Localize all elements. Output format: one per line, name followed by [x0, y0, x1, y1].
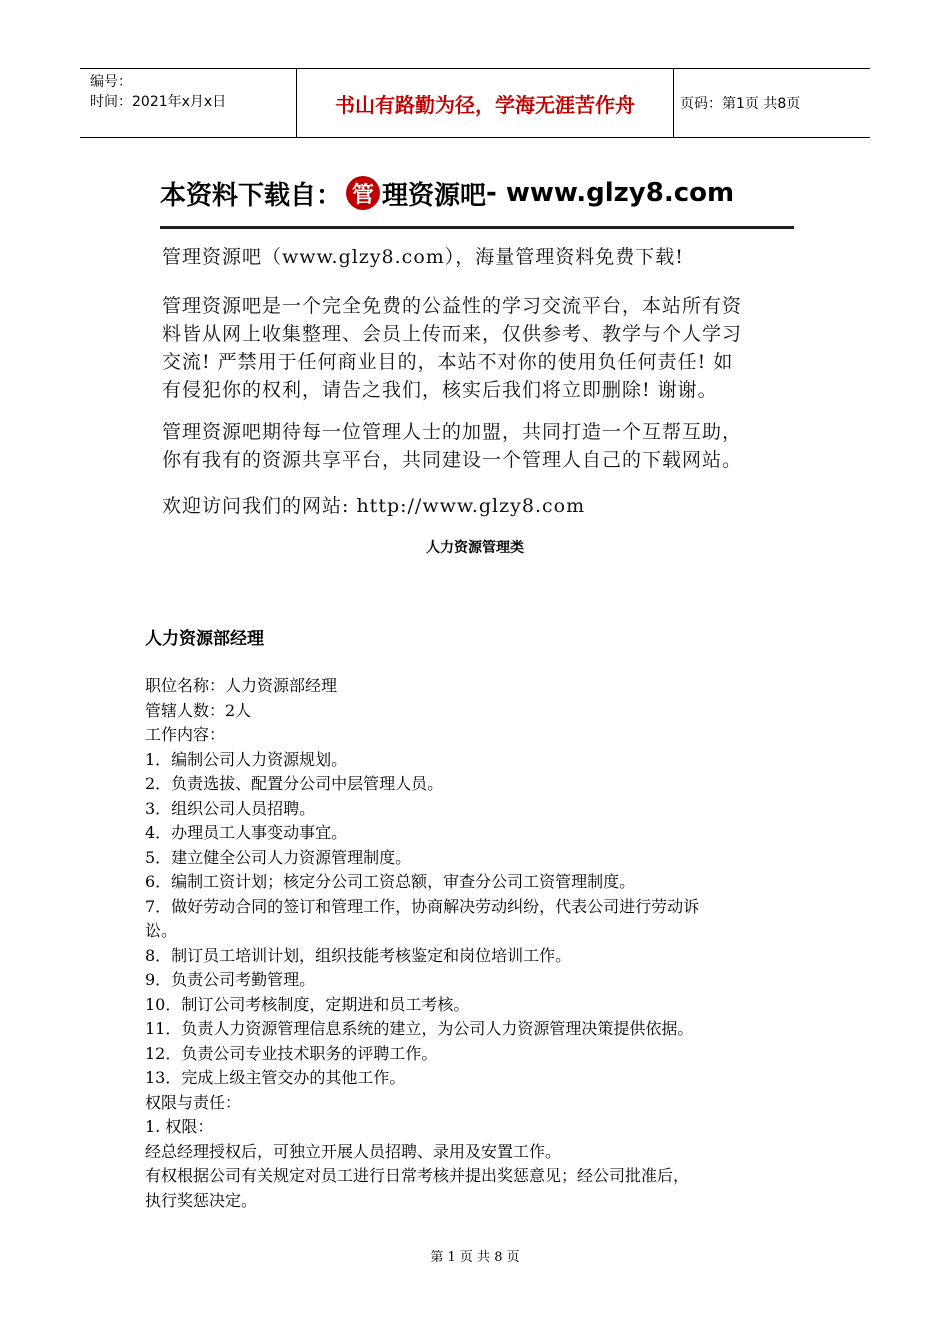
promo-line: 有侵犯你的权利，请告之我们，核实后我们将立即删除! 谢谢。	[162, 379, 718, 401]
content-line: 权限与责任：	[145, 1092, 242, 1112]
red-circle-logo-icon: 管	[346, 176, 380, 210]
job-description	[145, 626, 825, 1213]
content-line: 8．制订员工培训计划，组织技能考核鉴定和岗位培训工作。	[145, 945, 572, 965]
promo-line: 管理资源吧是一个完全免费的公益性的学习交流平台，本站所有资	[162, 295, 743, 317]
number-label: 编号：	[90, 74, 132, 90]
content-line: 2．负责选拔、配置分公司中层管理人员。	[145, 774, 444, 793]
content-line: 11．负责人力资源管理信息系统的建立，为公司人力资源管理决策提供依据。	[145, 1019, 694, 1038]
content-line: 5．建立健全公司人力资源管理制度。	[145, 847, 412, 867]
content-line: 7．做好劳动合同的签订和管理工作，协商解决劳动纠纷，代表公司进行劳动诉	[145, 896, 700, 916]
section-title: 人力资源管理类	[426, 540, 524, 556]
content-line: 管辖人数：2人	[145, 700, 252, 720]
content-line: 讼。	[145, 921, 178, 940]
promo-paragraph-2	[162, 292, 802, 404]
job-heading: 人力资源部经理	[145, 629, 264, 649]
promo-line: 你有我有的资源共享平台，共同建设一个管理人自己的下载网站。	[162, 449, 743, 471]
content-line: 13．完成上级主管交办的其他工作。	[145, 1068, 406, 1087]
date-label: 时间：2021年x月x日	[90, 94, 227, 110]
content-line: 9．负责公司考勤管理。	[145, 970, 316, 989]
promo-line: 交流! 严禁用于任何商业目的，本站不对你的使用负任何责任! 如	[162, 351, 734, 373]
content-line: 12．负责公司专业技术职务的评聘工作。	[145, 1043, 438, 1063]
header-page-label: 页码：第1页 共8页	[680, 96, 801, 112]
content-line: 职位名称：人力资源部经理	[145, 676, 338, 695]
header-info-cell	[80, 69, 296, 137]
header-motto: 书山有路勤为径，学海无涯苦作舟	[296, 69, 674, 137]
content-line: 1. 权限：	[145, 1117, 214, 1136]
content-line: 3．组织公司人员招聘。	[145, 798, 316, 818]
content-line: 4．办理员工人事变动事宜。	[145, 823, 348, 842]
promo-line-1: 管理资源吧（www.glzy8.com），海量管理资料免费下载!	[162, 246, 684, 268]
job-lines	[145, 674, 825, 1213]
download-banner	[160, 168, 794, 218]
banner-prefix: 本资料下载自：	[160, 180, 343, 211]
banner-site: - www.glzy8.com	[486, 178, 735, 208]
promo-line: 料皆从网上收集整理、会员上传而来，仅供参考、教学与个人学习	[162, 323, 743, 345]
promo-welcome: 欢迎访问我们的网站: http://www.glzy8.com	[162, 495, 586, 517]
content-line: 有权根据公司有关规定对员工进行日常考核并提出奖惩意见；经公司批准后，	[145, 1166, 690, 1185]
promo-paragraph-3	[162, 418, 802, 474]
page-footer: 第 1 页 共 8 页	[430, 1250, 520, 1265]
content-line: 10．制订公司考核制度，定期进和员工考核。	[145, 994, 470, 1014]
content-line: 6．编制工资计划；核定分公司工资总额，审查分公司工资管理制度。	[145, 872, 636, 891]
document-header	[80, 68, 870, 138]
content-line: 执行奖惩决定。	[145, 1190, 258, 1210]
content-line: 经总经理授权后，可独立开展人员招聘、录用及安置工作。	[145, 1141, 562, 1161]
banner-brand: 理资源吧	[382, 180, 487, 211]
promo-line: 管理资源吧期待每一位管理人士的加盟，共同打造一个互帮互助，	[162, 421, 743, 443]
banner-divider	[160, 226, 794, 229]
content-line: 工作内容：	[145, 725, 226, 744]
content-line: 1．编制公司人力资源规划。	[145, 749, 348, 769]
